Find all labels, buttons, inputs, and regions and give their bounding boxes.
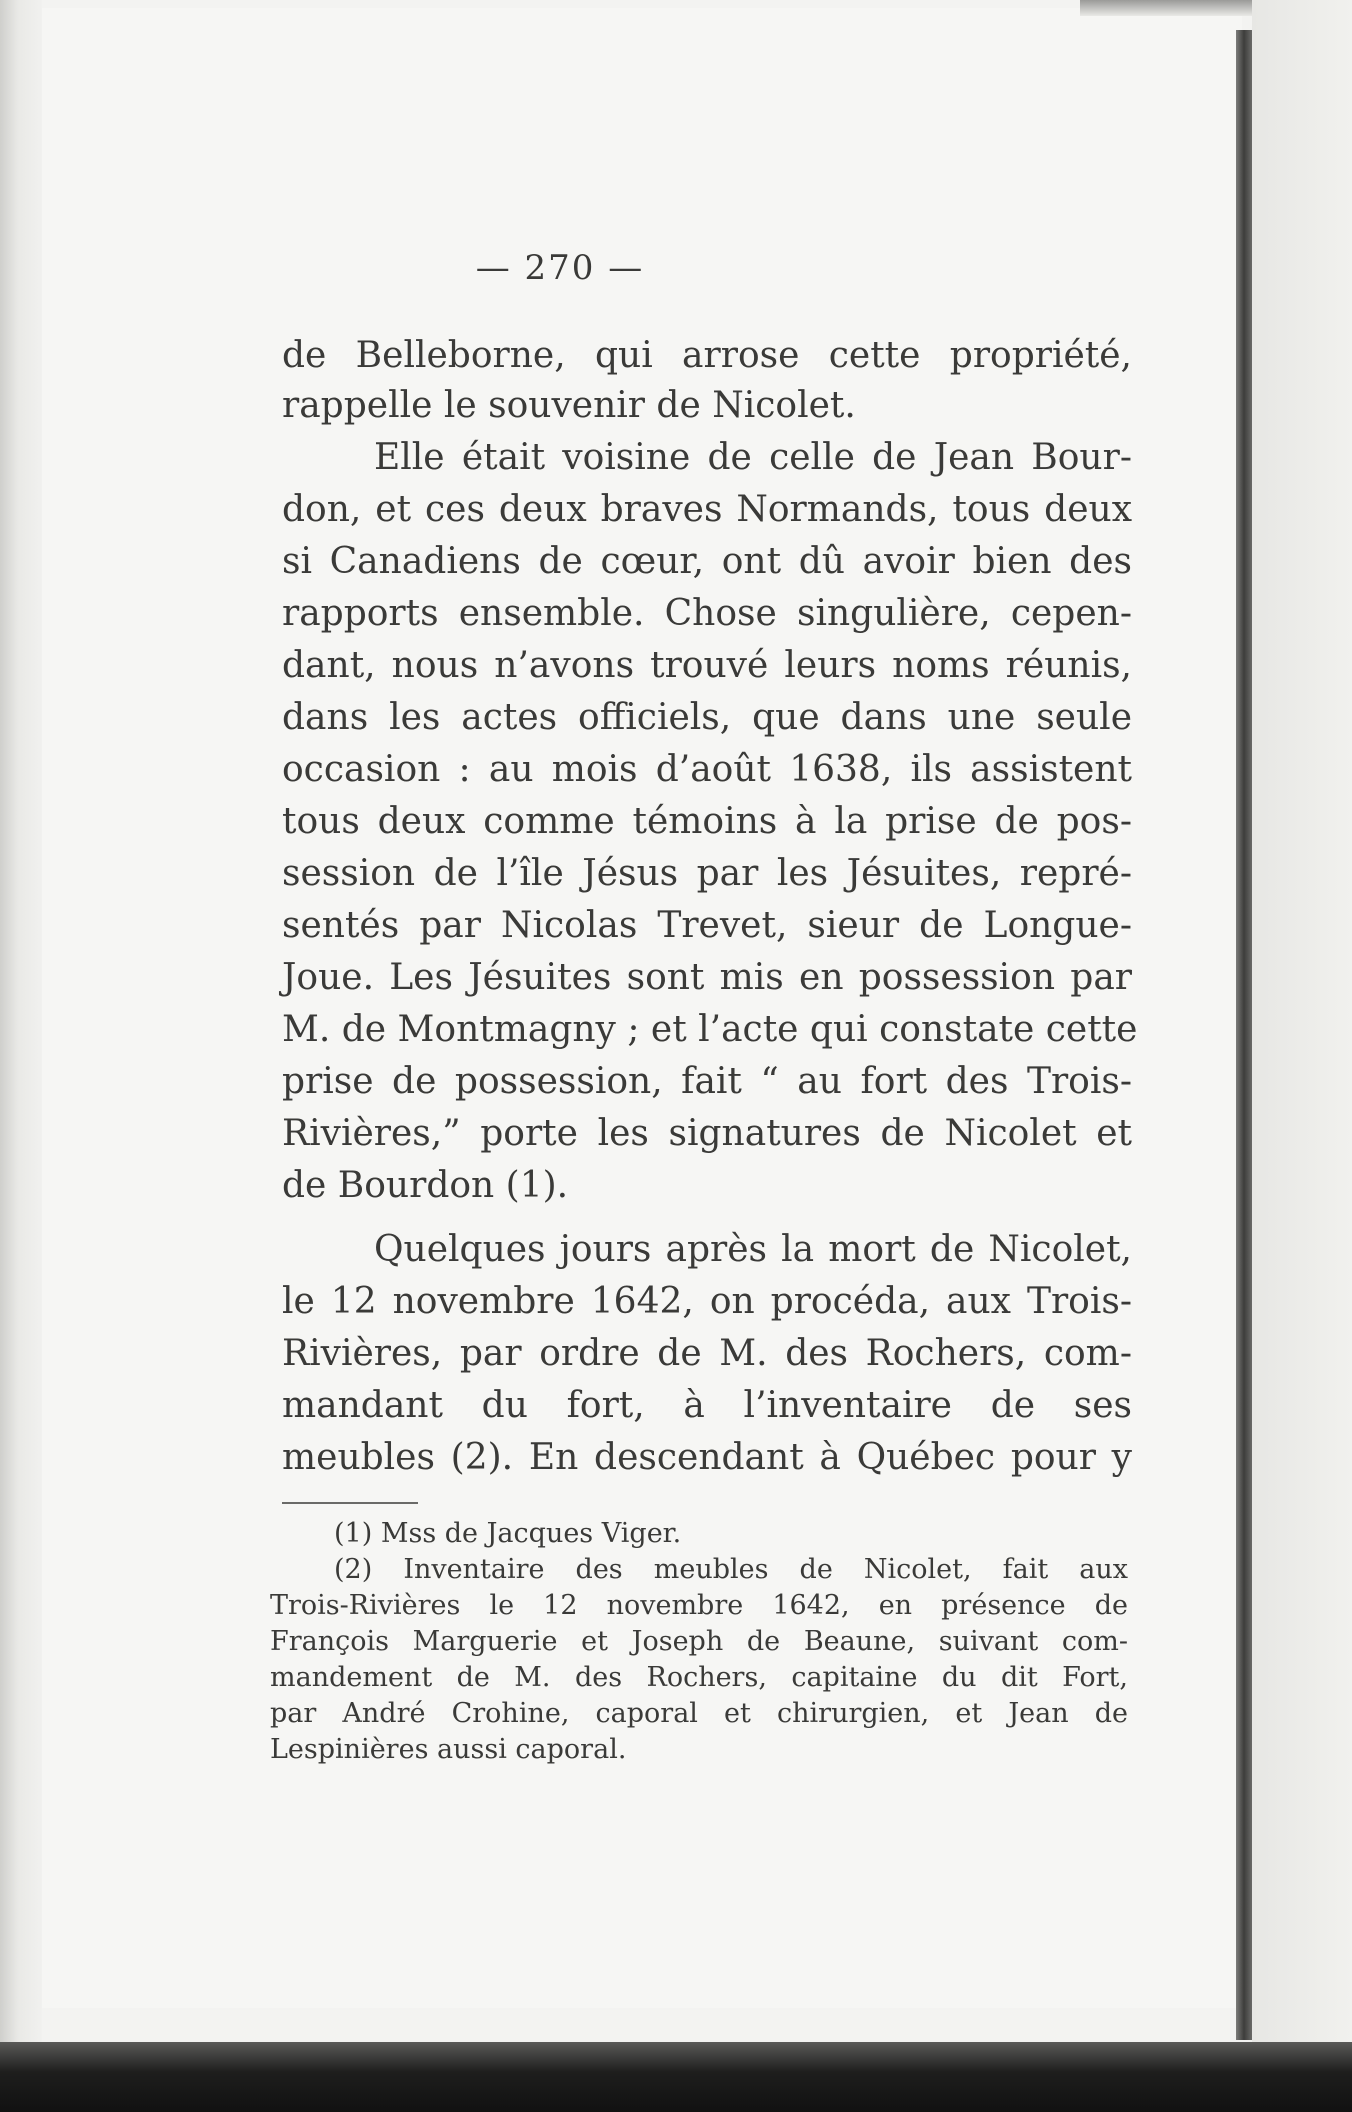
facing-page-edge xyxy=(1252,0,1352,2050)
body-line: mandant du fort, à l’inventaire de ses xyxy=(282,1385,1132,1426)
footnote-line: François Marguerie et Joseph de Beaune, suivant com- xyxy=(270,1626,1128,1657)
body-line: tous deux comme témoins à la prise de pos- xyxy=(282,801,1132,842)
footnote-line: (2) Inventaire des meubles de Nicolet, fait aux xyxy=(334,1554,1128,1585)
body-line: occasion : au mois d’août 1638, ils assistent xyxy=(282,749,1132,790)
body-line: don, et ces deux braves Normands, tous deux xyxy=(282,489,1132,530)
binding-edge xyxy=(0,0,42,2112)
body-line: sentés par Nicolas Trevet, sieur de Longue- xyxy=(282,905,1132,946)
footnote-line: Lespinières aussi caporal. xyxy=(270,1734,627,1765)
body-line: prise de possession, fait “ au fort des Trois- xyxy=(282,1061,1132,1102)
body-line: meubles (2). En descendant à Québec pour y xyxy=(282,1437,1132,1478)
body-line: Quelques jours après la mort de Nicolet, xyxy=(374,1229,1132,1270)
page-number: — 270 — xyxy=(475,248,645,288)
body-line: session de l’île Jésus par les Jésuites, repré- xyxy=(282,853,1132,894)
footnote-line: Trois-Rivières le 12 novembre 1642, en présence de xyxy=(270,1590,1128,1621)
footnote-line: par André Crohine, caporal et chirurgien, et Jean de xyxy=(270,1698,1128,1729)
body-line: Rivières, par ordre de M. des Rochers, com- xyxy=(282,1333,1132,1374)
body-line: rappelle le souvenir de Nicolet. xyxy=(282,385,856,426)
book-gutter xyxy=(1236,30,1252,2040)
body-line: le 12 novembre 1642, on procéda, aux Trois- xyxy=(282,1281,1132,1322)
body-line: Elle était voisine de celle de Jean Bour- xyxy=(374,437,1132,478)
footnote-divider xyxy=(282,1502,418,1504)
body-line: Rivières,” porte les signatures de Nicolet et xyxy=(282,1113,1132,1154)
body-line: dans les actes officiels, que dans une seule xyxy=(282,697,1132,738)
body-line: Joue. Les Jésuites sont mis en possession par xyxy=(282,957,1132,998)
body-line: de Bourdon (1). xyxy=(282,1165,569,1206)
body-line: si Canadiens de cœur, ont dû avoir bien des xyxy=(282,541,1132,582)
body-line: M. de Montmagny ; et l’acte qui constate cette xyxy=(282,1009,1138,1050)
scanner-edge xyxy=(0,2042,1352,2112)
body-line: de Belleborne, qui arrose cette propriété, xyxy=(282,335,1132,376)
body-line: dant, nous n’avons trouvé leurs noms réunis, xyxy=(282,645,1132,686)
footnote-line: mandement de M. des Rochers, capitaine du dit Fort, xyxy=(270,1662,1128,1693)
footnote-line: (1) Mss de Jacques Viger. xyxy=(334,1518,682,1549)
body-line: rapports ensemble. Chose singulière, cepen- xyxy=(282,593,1132,634)
